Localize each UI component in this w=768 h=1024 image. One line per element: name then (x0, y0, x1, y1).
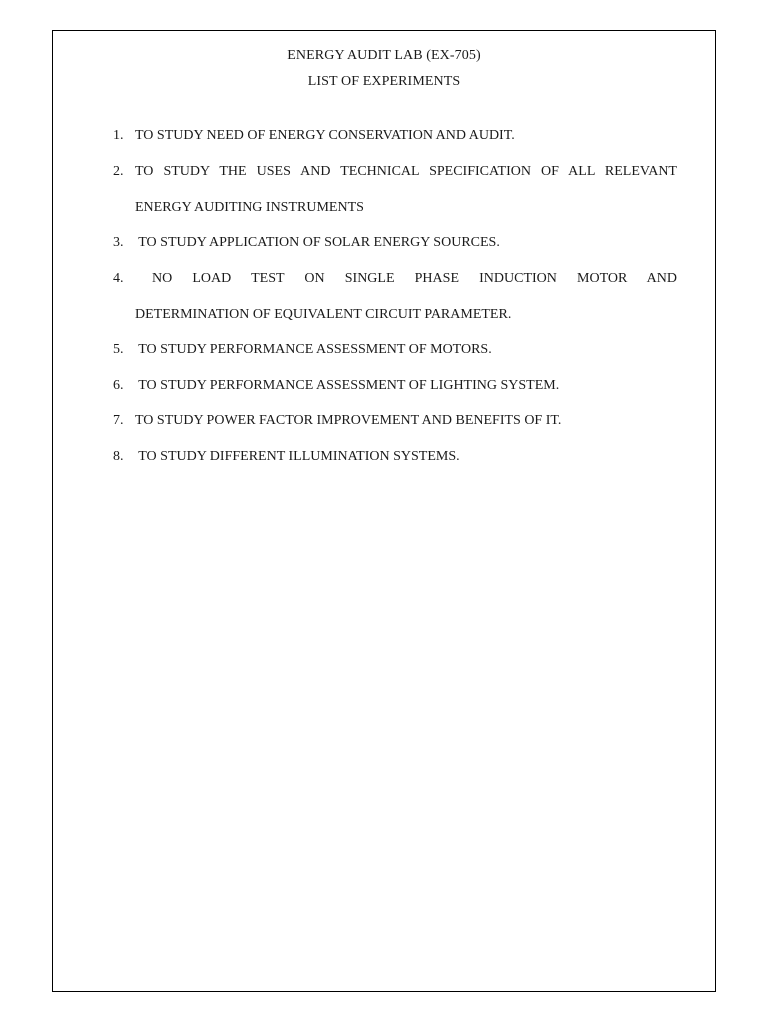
experiment-text: TO STUDY DIFFERENT ILLUMINATION SYSTEMS. (135, 449, 460, 464)
experiment-text: TO STUDY APPLICATION OF SOLAR ENERGY SOURCES. (135, 235, 500, 250)
experiment-number: 3. (113, 235, 124, 250)
experiment-number: 2. (113, 164, 124, 179)
experiment-text: TO STUDY POWER FACTOR IMPROVEMENT AND BENEFITS OF IT. (135, 413, 562, 428)
experiment-number: 6. (113, 378, 124, 393)
experiment-text: TO STUDY THE USES AND TECHNICAL SPECIFICATION OF ALL RELEVANT (135, 164, 677, 179)
experiment-text: NO LOAD TEST ON SINGLE PHASE INDUCTION MOTOR AND (152, 271, 677, 286)
experiment-text: TO STUDY PERFORMANCE ASSESSMENT OF LIGHTING SYSTEM. (135, 378, 560, 393)
experiment-text: TO STUDY PERFORMANCE ASSESSMENT OF MOTORS. (135, 342, 492, 357)
experiment-number: 4. (113, 271, 124, 286)
experiment-text-continued: ENERGY AUDITING INSTRUMENTS (135, 200, 364, 215)
experiment-number: 5. (113, 342, 124, 357)
experiment-text: TO STUDY NEED OF ENERGY CONSERVATION AND AUDIT. (135, 128, 515, 143)
experiment-number: 8. (113, 449, 124, 464)
experiment-number: 7. (113, 413, 124, 428)
experiment-number: 1. (113, 128, 124, 143)
document-title: ENERGY AUDIT LAB (EX-705) (287, 48, 481, 63)
document-subtitle: LIST OF EXPERIMENTS (307, 74, 461, 89)
experiment-text-continued: DETERMINATION OF EQUIVALENT CIRCUIT PARAMETER. (135, 307, 512, 322)
